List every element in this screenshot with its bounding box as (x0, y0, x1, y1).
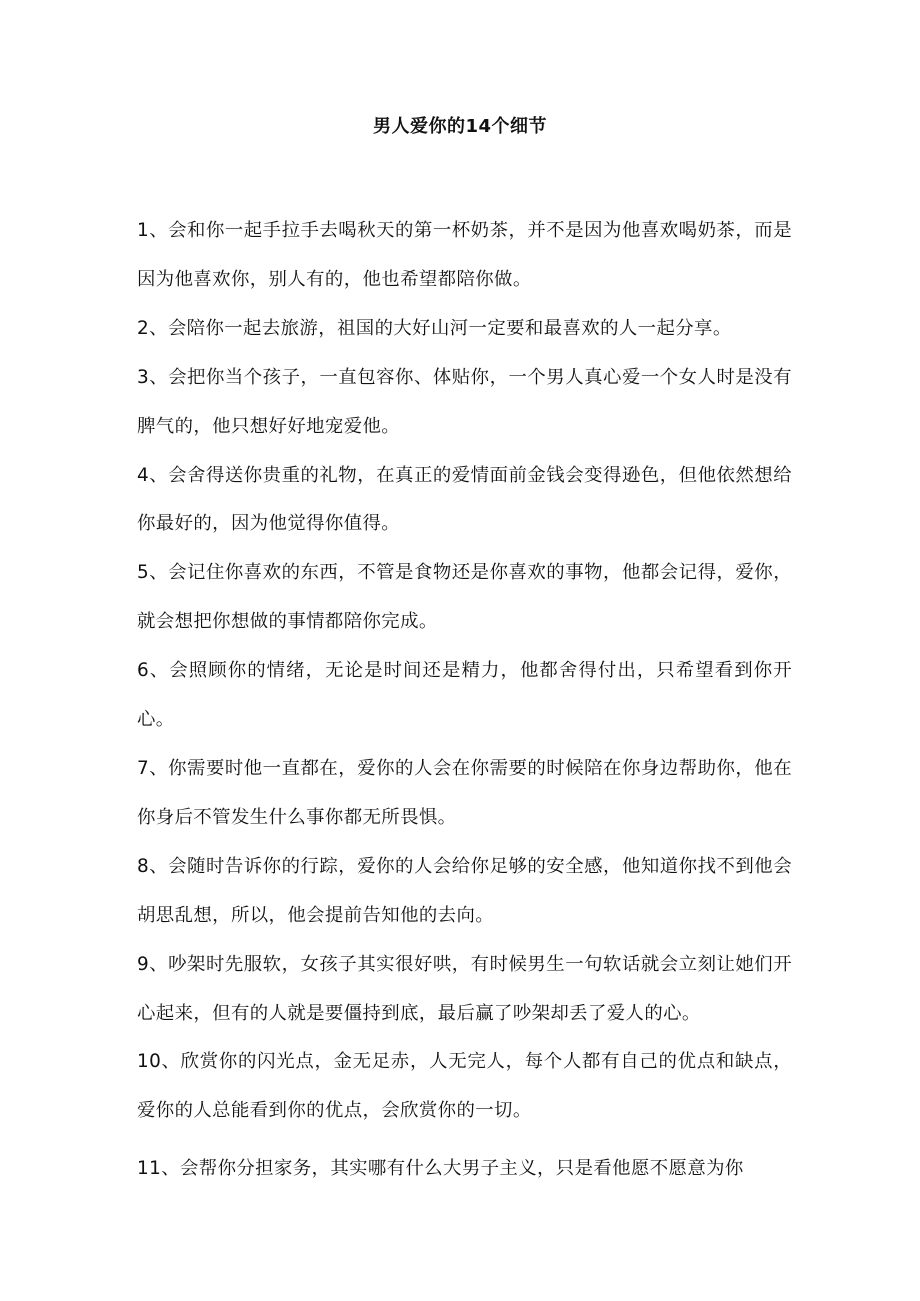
paragraph-5: 5、会记住你喜欢的东西，不管是食物还是你喜欢的事物，他都会记得，爱你，就会想把你想做的事情都陪你完成。 (137, 562, 792, 633)
paragraph-8: 8、会随时告诉你的行踪，爱你的人会给你足够的安全感，他知道你找不到他会胡思乱想，所以，他会提前告知他的去向。 (137, 855, 792, 926)
page-title: 男人爱你的14个细节 (372, 116, 548, 137)
paragraph-6: 6、会照顾你的情绪，无论是时间还是精力，他都舍得付出，只希望看到你开心。 (137, 660, 792, 731)
article-body (137, 207, 792, 1194)
paragraph-9: 9、吵架时先服软，女孩子其实很好哄，有时候男生一句软话就会立刻让她们开心起来，但有的人就是要僵持到底，最后赢了吵架却丢了爱人的心。 (137, 953, 792, 1024)
paragraph-1: 1、会和你一起手拉手去喝秋天的第一杯奶茶，并不是因为他喜欢喝奶茶，而是因为他喜欢你，别人有的，他也希望都陪你做。 (137, 220, 792, 290)
paragraph-11: 11、会帮你分担家务，其实哪有什么大男子主义，只是看他愿不愿意为你 (137, 1158, 744, 1180)
paragraph-3: 3、会把你当个孩子，一直包容你、体贴你，一个男人真心爱一个女人时是没有脾气的，他只想好好地宠爱他。 (137, 366, 792, 437)
paragraph-4: 4、会舍得送你贵重的礼物，在真正的爱情面前金钱会变得逊色，但他依然想给你最好的，因为他觉得你值得。 (137, 464, 792, 535)
paragraph-7: 7、你需要时他一直都在，爱你的人会在你需要的时候陪在你身边帮助你，他在你身后不管发生什么事你都无所畏惧。 (137, 757, 792, 828)
paragraph-2: 2、会陪你一起去旅游，祖国的大好山河一定要和最喜欢的人一起分享。 (137, 317, 732, 339)
paragraph-10: 10、欣赏你的闪光点，金无足赤，人无完人，每个人都有自己的优点和缺点，爱你的人总能看到你的优点，会欣赏你的一切。 (137, 1051, 792, 1122)
